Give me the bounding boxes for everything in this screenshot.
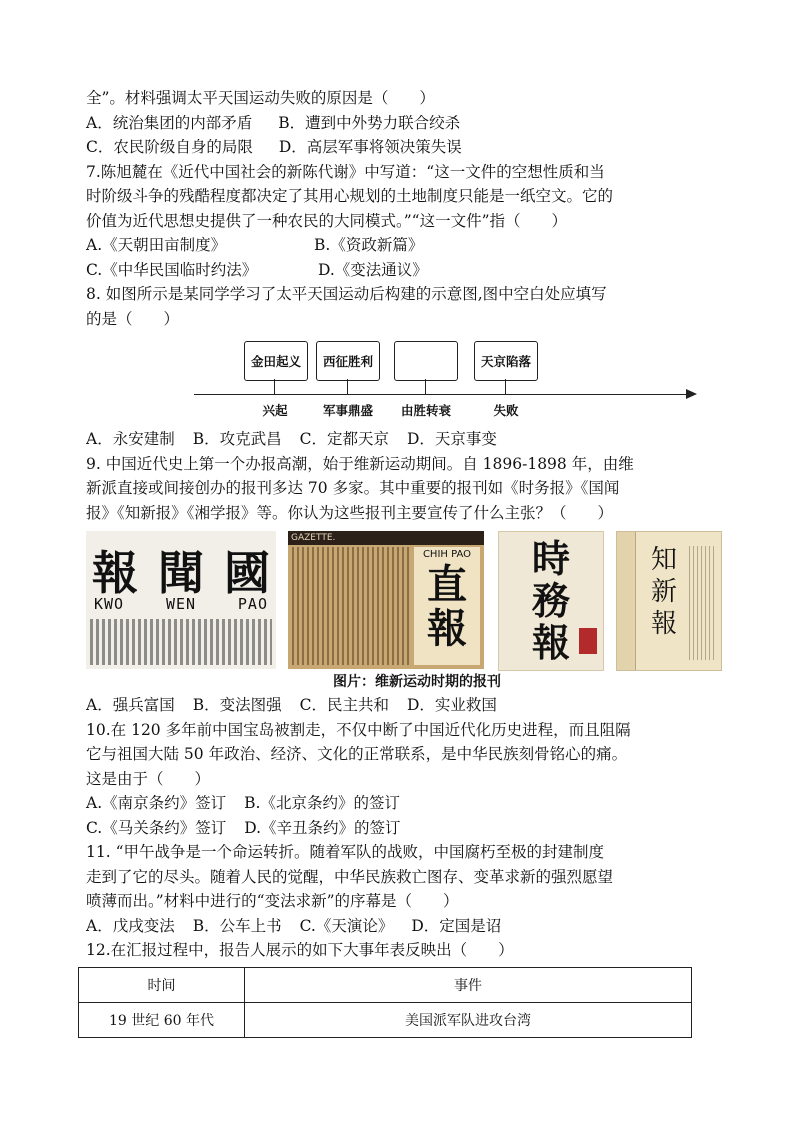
zhibao-char: 直 — [427, 561, 467, 608]
shiwubao-char: 報 — [531, 620, 570, 665]
zhibao-image — [288, 531, 484, 669]
q7-options-row-2 — [86, 258, 708, 283]
q11-stem-line: 喷薄而出。”材料中进行的“变法求新”的序幕是（ ） — [86, 892, 459, 910]
zhibao-title — [414, 563, 480, 651]
q8-stem-line: 8. 如图所示是某同学学习了太平天国运动后构建的示意图,图中空白处应填写 — [86, 285, 607, 303]
zhibao-title-panel — [414, 547, 480, 665]
q6-stem: 全”。材料强调太平天国运动失败的原因是（ ） — [86, 89, 435, 107]
q6-option-a[interactable]: A．统治集团的内部矛盾 — [86, 113, 253, 132]
red-seal-icon — [579, 628, 597, 654]
table-cell-event: 美国派军队进攻台湾 — [245, 1002, 692, 1037]
shiwubao-image — [498, 531, 604, 671]
book-spine — [617, 532, 636, 670]
timeline-label: 由胜转衰 — [400, 403, 452, 418]
guowenbao-roman: KWO — [94, 595, 125, 613]
zhibao-masthead: GAZETTE. — [288, 531, 484, 545]
shiwubao-char: 務 — [531, 578, 570, 623]
q7-option-a[interactable]: A.《天朝田亩制度》 — [86, 236, 227, 254]
q9-option-c[interactable]: C．民主共和 — [299, 696, 389, 714]
q12-stem: 12.在汇报过程中，报告人展示的如下大事年表反映出（ ） — [86, 941, 514, 959]
q7-options-row-1 — [86, 233, 708, 258]
q10-stem-line: 10.在 120 多年前中国宝岛被割走，不仅中断了中国近代化历史进程，而且阻隔 — [86, 720, 631, 739]
timeline-label: 失败 — [493, 403, 519, 418]
q11-option-a[interactable]: A．戊戌变法 — [86, 916, 175, 935]
zhixinbao-char: 知 — [650, 545, 677, 575]
zhibao-char: 報 — [427, 605, 467, 652]
q7-stem-line: 价值为近代思想史提供了一种农民的大同模式。”“这一文件”指（ ） — [86, 211, 568, 230]
exam-page — [86, 86, 708, 1038]
table-header-row — [79, 967, 692, 1002]
guowenbao-char: 報 — [92, 546, 138, 600]
timeline-label: 军事鼎盛 — [322, 403, 374, 418]
q6-option-d[interactable]: D．高层军事将领决策失误 — [278, 138, 462, 156]
q9-stem-line: 9. 中国近代史上第一个办报高潮，始于维新运动期间。自 1896-1898 年，由维 — [86, 454, 634, 473]
q10-options-row-2 — [86, 816, 708, 841]
timeline-tick — [274, 379, 275, 395]
q10-option-c[interactable]: C.《马关条约》签订 — [86, 818, 227, 837]
zhixinbao-char: 報 — [650, 609, 677, 639]
q8-stem-line: 的是（ ） — [86, 309, 180, 328]
q11-option-c[interactable]: C.《天演论》 — [299, 916, 394, 935]
q9-option-b[interactable]: B．变法图强 — [192, 696, 282, 714]
guowenbao-char: 聞 — [158, 546, 204, 600]
q11-stem-line: 走到了它的尽头。随着人民的觉醒，中华民族救亡图存、变革求新的强烈愿望 — [86, 867, 614, 886]
q11-stem-line: 11. “甲午战争是一个命运转折。随着军队的战败，中国腐朽至极的封建制度 — [86, 843, 605, 861]
q10-option-b[interactable]: B.《北京条约》的签订 — [244, 794, 400, 812]
guowenbao-title — [92, 537, 270, 603]
timeline-tick — [347, 379, 348, 395]
q10-option-d[interactable]: D.《辛丑条约》的签订 — [244, 818, 401, 837]
q6-options-row-2 — [86, 135, 708, 160]
q8-option-b[interactable]: B．攻克武昌 — [192, 430, 282, 448]
timeline-box-blank[interactable] — [394, 341, 458, 381]
q8-option-a[interactable]: A．永安建制 — [86, 430, 175, 448]
q10-stem-line: 它与祖国大陆 50 年政治、经济、文化的正常联系，是中华民族刻骨铭心的痛。 — [86, 745, 628, 763]
table-header-time: 时间 — [79, 967, 245, 1002]
q7-stem-line: 7.陈旭麓在《近代中国社会的新陈代谢》中写道：“这一文件的空想性质和当 — [86, 162, 605, 181]
q9-stem-line: 新派直接或间接创办的报刊多达 70 多家。其中重要的报刊如《时务报》《国闻 — [86, 479, 620, 497]
shiwubao-char: 時 — [531, 536, 570, 581]
q11-option-b[interactable]: B．公车上书 — [192, 916, 282, 935]
events-table — [78, 967, 692, 1038]
table-cell-time: 19 世纪 60 年代 — [79, 1002, 245, 1037]
q11-option-d[interactable]: D．定国是诏 — [411, 916, 502, 935]
timeline-tick — [505, 379, 506, 395]
q6-option-c[interactable]: C．农民阶级自身的局限 — [86, 138, 253, 156]
q7-option-c[interactable]: C.《中华民国临时约法》 — [86, 260, 258, 279]
zhibao-romanization: CHIH PAO — [422, 549, 472, 560]
q11-options-row — [86, 914, 708, 939]
table-header-event: 事件 — [245, 967, 692, 1002]
q10-option-a[interactable]: A.《南京条约》签订 — [86, 794, 227, 812]
q10-options-row-1 — [86, 791, 708, 816]
timeline-arrow-icon — [686, 389, 697, 399]
guowenbao-romanization — [94, 595, 268, 613]
q10-stem-line: 这是由于（ ） — [86, 769, 211, 788]
zhixinbao-char: 新 — [650, 577, 677, 607]
guowenbao-roman: PAO — [237, 595, 268, 613]
zhixinbao-title — [643, 544, 685, 640]
guowenbao-body-text — [90, 619, 272, 665]
timeline-box-tianjing: 天京陷落 — [474, 341, 538, 381]
q7-stem-line: 时阶级斗争的残酷程度都决定了其用心规划的土地制度只能是一纸空文。它的 — [86, 187, 614, 205]
newspaper-images — [86, 531, 708, 671]
guowenbao-char: 國 — [224, 546, 270, 600]
q7-option-d[interactable]: D.《变法通议》 — [318, 260, 428, 279]
timeline-label: 兴起 — [262, 403, 288, 418]
q6-option-b[interactable]: B．遭到中外势力联合绞杀 — [278, 113, 461, 132]
q9-option-d[interactable]: D．实业救国 — [406, 696, 497, 714]
timeline-tick — [425, 379, 426, 395]
guowenbao-roman: WEN — [165, 595, 197, 613]
newspaper-caption: 图片：维新运动时期的报刊 — [333, 674, 501, 690]
timeline-box-xizheng: 西征胜利 — [316, 341, 380, 381]
q8-options-row — [86, 427, 708, 452]
zhixinbao-image — [616, 531, 722, 671]
q9-stem-line: 报》《知新报》《湘学报》等。你认为这些报刊主要宣传了什么主张？（ ） — [86, 503, 614, 522]
q6-options-row-1 — [86, 111, 708, 136]
taiping-timeline-diagram — [86, 335, 708, 427]
q9-option-a[interactable]: A．强兵富国 — [86, 696, 175, 714]
timeline-axis — [194, 394, 690, 395]
q9-options-row — [86, 693, 708, 718]
zhibao-columns — [292, 547, 410, 665]
timeline-box-jintian: 金田起义 — [244, 341, 308, 381]
q8-option-c[interactable]: C．定都天京 — [299, 430, 389, 448]
q8-option-d[interactable]: D．天京事变 — [406, 430, 497, 448]
zhixinbao-body-text — [689, 546, 715, 660]
table-row — [79, 1002, 692, 1037]
q7-option-b[interactable]: B.《资政新篇》 — [314, 236, 424, 254]
guowenbao-image — [86, 531, 276, 669]
